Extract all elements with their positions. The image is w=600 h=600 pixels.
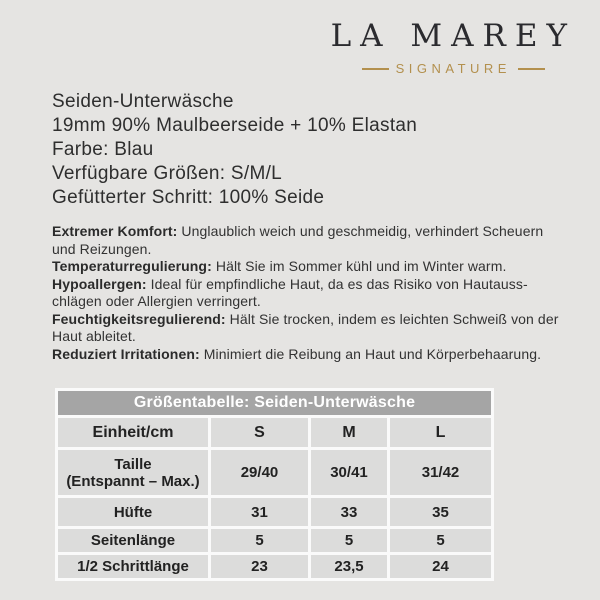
feature-list [52,223,568,363]
row-label-sub: (Entspannt – Max.) [66,472,200,490]
product-name: Seiden-Unterwäsche [52,91,234,112]
cell-value: 5 [390,529,491,552]
cell-value: 24 [390,555,491,578]
row-label: Seitenlänge [58,529,208,552]
cell-value: 29/40 [211,450,308,495]
table-row-waist [58,450,491,495]
row-label [58,450,208,495]
feature-label: Feuchtigkeitsregulierend: [52,310,226,327]
feature-text: Hält Sie im Sommer kühl und im Winter warm. [215,258,507,274]
cell-value: 5 [211,529,308,552]
product-sizes: Verfügbare Größen: S/M/L [52,163,283,184]
brand-tagline-text: SIGNATURE [395,61,511,76]
feature-item [52,311,568,346]
size-table-title: Größentabelle: Seiden-Unterwäsche [58,391,491,415]
product-summary [52,90,572,210]
feature-label: Temperaturregulierung: [52,258,212,274]
feature-label: Reduziert Irritationen: [52,345,200,362]
feature-item [52,276,568,311]
brand-name: LA MAREY [330,18,576,54]
cell-value: 35 [390,498,491,526]
tagline-dash-right-icon [518,68,545,70]
feature-text: Hält Sie trocken, indem es leichten Schweiß von der Haut ableitet. [52,310,559,344]
feature-text: Unglaublich weich und geschmeidig, verhindert Scheuern und Reizungen. [52,223,544,257]
row-label: 1/2 Schrittlänge [58,555,208,578]
size-table-title-row [58,391,491,415]
brand-tagline [331,61,576,76]
table-row-half-inseam [58,555,491,578]
column-header-size-m: M [311,418,387,447]
feature-item [52,258,568,276]
cell-value: 31/42 [390,450,491,495]
cell-value: 23 [211,555,308,578]
cell-value: 30/41 [311,450,387,495]
cell-value: 33 [311,498,387,526]
column-header-unit: Einheit/cm [58,418,208,447]
feature-text: Minimiert die Reibung an Haut und Körperbehaarung. [203,345,542,362]
feature-label: Hypoallergen: [52,275,147,292]
feature-item [52,223,568,258]
column-header-size-s: S [211,418,308,447]
row-label-main: Taille [114,455,152,473]
cell-value: 23,5 [311,555,387,578]
product-lining: Gefütterter Schritt: 100% Seide [52,187,325,208]
product-material: 19mm 90% Maulbeerseide + 10% Elastan [52,115,418,136]
cell-value: 31 [211,498,308,526]
column-header-size-l: L [390,418,491,447]
tagline-dash-left-icon [362,68,389,70]
table-row-hip [58,498,491,526]
feature-label: Extremer Komfort: [52,223,178,239]
feature-item [52,346,568,364]
cell-value: 5 [311,529,387,552]
row-label: Hüfte [58,498,208,526]
size-table [55,388,494,581]
size-table-header-row [58,418,491,447]
brand-logo [331,18,576,76]
feature-text: Ideal für empfindliche Haut, da es das Risiko von Hautausschlägen oder Allergien verringert. [52,275,528,309]
table-row-side-length [58,529,491,552]
product-color: Farbe: Blau [52,139,154,160]
